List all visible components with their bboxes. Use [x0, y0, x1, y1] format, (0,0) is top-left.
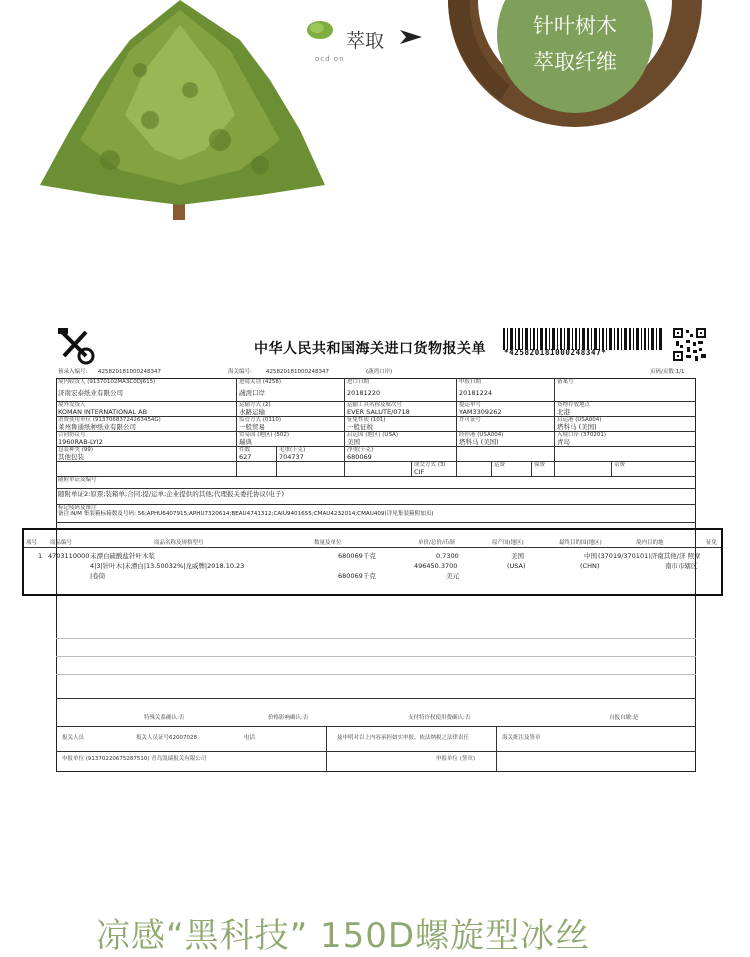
field-label: 监管方式 (0110) [239, 417, 282, 423]
goods-header-price: 单价/总价/币制 [418, 540, 455, 546]
extract-indicator [305, 18, 435, 68]
field-value: 20181224 [459, 389, 493, 397]
goods-qty1: 680069千克 [338, 552, 376, 560]
field-label: 杂费 [614, 462, 626, 468]
field-value: 济南宏泰纸业有限公司 [58, 389, 123, 397]
agent-seal: 申报单位 (签章) [436, 756, 476, 762]
declarant-cert: 报关人员证号62007028 [136, 735, 197, 741]
goods-qty2: 680069千克 [338, 572, 376, 580]
attached-docs-label: 随附单证及编号 [58, 477, 97, 483]
customs-number-label: 海关编号: [228, 369, 252, 375]
goods-domestic-dest: (37019/370101)济南其他/济 照章 [598, 552, 701, 560]
field-label: 成交方式 (3) [414, 462, 446, 468]
goods-origin-code: (USA) [507, 562, 526, 570]
qr-code-graphic [673, 328, 706, 361]
pine-tree-image [40, 0, 330, 225]
goods-item-no: 1 [38, 552, 43, 560]
field-value: 蔬湾口岸 [239, 389, 265, 397]
field-label: 运输工具名称及航次号 [347, 402, 403, 408]
royalty-confirm: 支付特许权使用费确认:否 [408, 715, 471, 721]
phone-label: 电话 [244, 735, 256, 741]
goods-origin: 美国 [511, 552, 524, 560]
field-label: 境外发货人 [58, 402, 86, 408]
goods-domestic-dest2: 南市市辖区 [665, 562, 698, 570]
field-label: 提运单号 [459, 402, 482, 408]
goods-dest-code: (CHN) [580, 562, 600, 570]
goods-currency: 美元 [446, 572, 459, 580]
field-label: 申报日期 [459, 379, 482, 385]
goods-name-line3: |卷筒 [90, 572, 106, 580]
field-label: 运输方式 (2) [239, 402, 271, 408]
field-label: 进境关别 (4258) [239, 379, 282, 385]
customs-remark: 海关批注及签章 [502, 735, 541, 741]
field-label: 入境口岸 (370201) [557, 432, 607, 438]
field-value: EVER SALUTE/0718 [347, 408, 410, 416]
field-value: 北港 [557, 408, 570, 416]
field-label: 包装种类 (99) [58, 447, 94, 453]
field-label: 许可证号 [459, 417, 482, 423]
customs-emblem-icon [56, 326, 96, 366]
field-label: 件数 [239, 447, 251, 453]
arrow-right-icon [400, 30, 422, 44]
field-label: 进口日期 [347, 379, 370, 385]
goods-header-qty: 数量及单位 [314, 540, 342, 546]
field-label: 净重(千克) [347, 447, 374, 453]
section-headline: 凉感“黑科技” 150D螺旋型冰丝 [96, 916, 591, 956]
extract-caption: ocd on [315, 55, 345, 63]
field-label: 启运国 (地区) (USA) [347, 432, 398, 438]
field-label: 征免性质 (101) [347, 417, 386, 423]
field-value: 704737 [279, 453, 304, 461]
badge-arc-text: 更柔软细滑 [521, 127, 629, 161]
field-value: YAM3309262 [459, 408, 502, 416]
goods-unit-price: 0.7300 [436, 552, 459, 560]
goods-header-dest: 最终目的国(地区) [559, 540, 602, 546]
field-value: 莱州鲁通纸种纸业有限公司 [58, 423, 136, 431]
field-value: 其他包装 [58, 453, 84, 461]
goods-detail-highlight [22, 528, 723, 596]
goods-header-domestic: 境内目的地 [636, 540, 664, 546]
goods-header-code: 商品编号 [50, 540, 73, 546]
field-value: 美国 [347, 438, 360, 446]
remarks-label: 标记唛码及备注 [58, 505, 97, 511]
goods-name-line2: 4|3|针叶木|未漂白|13.50032%|龙威牌|2018.10.23 [90, 562, 245, 570]
extract-label: 萃取 [346, 30, 385, 52]
goods-header-origin: 原产国(地区) [492, 540, 524, 546]
declarant-label: 报关人员 [62, 735, 85, 741]
field-value: 680069 [347, 453, 372, 461]
badge-line2: 萃取纤维 [533, 50, 617, 74]
field-label: 保费 [534, 462, 546, 468]
field-label: 备案号 [557, 379, 574, 385]
pre-entry-number: 425820181000248347 [98, 369, 161, 375]
field-value: 水路运输 [239, 408, 265, 416]
field-value: 塔科马 (美国) [459, 438, 499, 446]
field-value: 青岛 [557, 438, 570, 446]
field-value: 塔科马 (美国) [557, 423, 597, 431]
field-value: 一般征税 [347, 423, 373, 431]
field-label: 毛重(千克) [279, 447, 306, 453]
field-value: 一般贸易 [239, 423, 265, 431]
customs-number: 425820181000248347 [266, 369, 329, 375]
pre-entry-label: 预录入编号: [58, 369, 88, 375]
badge-line1: 针叶树木 [533, 14, 617, 38]
field-label: 启运港 (USA004) [557, 417, 602, 423]
goods-total-price: 496450.3700 [414, 562, 458, 570]
barcode-graphic [503, 328, 663, 350]
goods-header-item: 项号 [26, 540, 38, 546]
goods-dest: 中国 [584, 552, 597, 560]
goods-code: 4703110000 [48, 552, 90, 560]
field-label: 合同协议号 [58, 432, 86, 438]
port-tag: (蔬湾口岸) [366, 369, 393, 375]
field-value: 瑞典 [239, 438, 252, 446]
field-value: CIF [414, 468, 425, 476]
field-label: 消费使用单位 (91370683724263454G) [58, 417, 161, 423]
field-value: 1960RAB-LYI2 [58, 438, 103, 446]
page-number: 页码/页数:1/1 [650, 369, 685, 375]
field-label: 货物存放地点 [557, 402, 591, 408]
remarks-text: 备注:N/M 集装箱标箱数及号码: 56;APHU6407915;APHU7320614;BEAU4741312;CAIU9401655;CMAU4232014;CMAU409(详见集装箱附加页) [58, 511, 434, 517]
goods-header-name: 商品名称及规格型号 [154, 540, 204, 546]
goods-header-levy: 征免 [706, 540, 718, 546]
document-title: 中华人民共和国海关进口货物报关单 [254, 341, 486, 357]
field-label: 经停港 (USA004) [459, 432, 504, 438]
field-value: 627 [239, 453, 252, 461]
pine-sprig-icon [305, 20, 335, 42]
field-value: KOMAN INTERNATIONAL AB [58, 408, 148, 416]
self-report: 自报自缴:是 [609, 715, 639, 721]
special-relation-confirm: 特殊关系确认:否 [144, 715, 185, 721]
goods-name-line1: 未漂白硫酸盐针叶木浆 [90, 552, 155, 560]
liability-statement: 兹申明对以上内容承担如实申报、依法纳税之法律责任 [337, 735, 470, 741]
declaring-agent: 申报单位 (91370220675287510) 青岛凯瑞报关有限公司 [62, 756, 207, 762]
barcode-number: *425820181000248347* [504, 348, 607, 357]
price-influence-confirm: 价格影响确认:否 [268, 715, 309, 721]
field-label: 贸易国 (地区) (502) [239, 432, 290, 438]
fiber-badge [440, 0, 710, 170]
field-value: 20181220 [347, 389, 381, 397]
field-label: 境内收货人 (91370102MA3C0DJ615) [58, 379, 156, 385]
attached-docs-text: 随附单证2:原票;装箱单;合同;提/运单;企业提供的其他;代理报关委托协议(电子) [58, 490, 285, 498]
field-label: 运费 [494, 462, 506, 468]
